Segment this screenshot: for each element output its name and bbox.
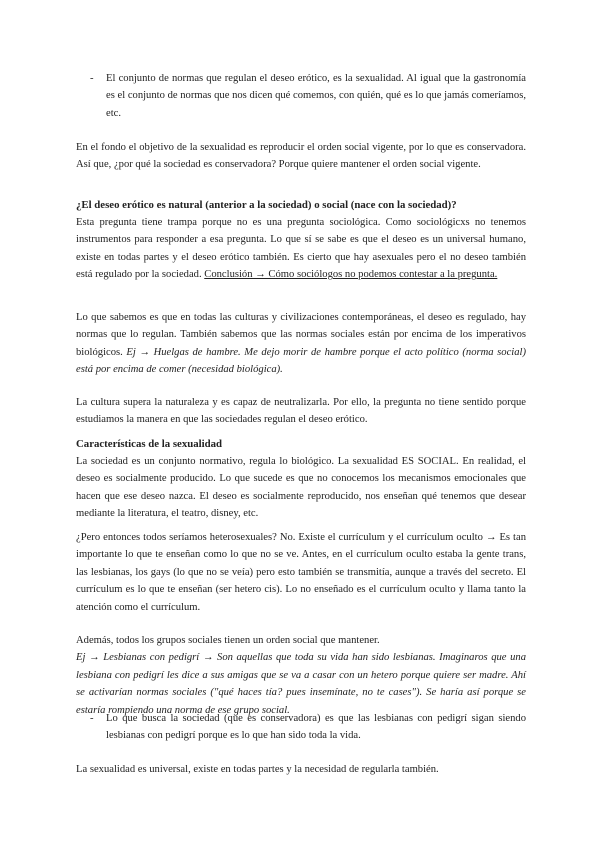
paragraph: La sexualidad es universal, existe en todas partes y la necesidad de regularla también. (76, 764, 439, 775)
paragraph-text: Además, todos los grupos sociales tienen un orden social que mantener. (76, 635, 380, 646)
conclusion-text: Conclusión → Cómo sociólogos no podemos contestar a la pregunta. (204, 269, 498, 281)
list-item-text: Lo que busca la sociedad (que es conservadora) es que las lesbianas con pedigrí sigan siendo lesbianas con pedigrí porque es lo que han sido toda la vida. (106, 713, 526, 742)
list-bullet: - (90, 73, 94, 84)
section-heading: Características de la sexualidad (76, 438, 223, 450)
paragraph: ¿Pero entonces todos seríamos heterosexuales? No. Existe el currículum y el currículum oculto → Es tan importante lo que te enseñan como lo que no se ve. Antes, en el currículum oculto estaba la gente trans, las lesbianas, los gays (lo que no se veía) pero esto también se transmitía, aunque a través del secreto. El currículum es lo que te enseñan (ser hetero cis). Lo no enseñado es el currículum oculto y llama tanto la atención como el currículum. (76, 532, 526, 613)
paragraph: La sociedad es un conjunto normativo, regula lo biológico. La sexualidad ES SOCIAL. En realidad, el deseo es socialmente producido. Lo que sucede es que no conocemos los mecanismos emocionales que hacen que ese deseo nazca. El deseo es socialmente reproducido, nos enseñan qué tenemos que desear mediante la literatura, el teatro, disney, etc. (76, 456, 526, 520)
paragraph (76, 309, 526, 379)
list-bullet: - (90, 713, 94, 724)
list-item-text: El conjunto de normas que regulan el deseo erótico, es la sexualidad. Al igual que la gastronomía es el conjunto de normas que nos dicen qué comemos, con quién, qué es lo que jamás comeríamos, etc. (106, 73, 526, 119)
paragraph: En el fondo el objetivo de la sexualidad es reproducir el orden social vigente, por lo que es conservadora. Así que, ¿por qué la sociedad es conservadora? Porque quiere mantener el orden social vigente. (76, 142, 526, 171)
paragraph-text: Lo que sabemos es que en todas las culturas y civilizaciones contemporáneas, el deseo es regulado, hay normas que lo regulan. También sabemos que las normas sociales están por encima de los imperativos biológicos. (76, 312, 526, 358)
paragraph (76, 214, 526, 284)
list-item (90, 70, 526, 122)
paragraph-text: Esta pregunta tiene trampa porque no es una pregunta sociológica. Como sociológicxs no tenemos instrumentos para responder a esa pregunta. Lo que sí se sabe es que el deseo es un universal humano, existe en todas partes y el deseo erótico también. Es cierto que hay asexuales pero el no deseo también está regulado por la sociedad. (76, 217, 526, 281)
paragraph: La cultura supera la naturaleza y es capaz de neutralizarla. Por ello, la pregunta no tiene sentido porque estudiamos la manera en que las sociedades regulan el deseo erótico. (76, 397, 526, 426)
section-heading: ¿El deseo erótico es natural (anterior a la sociedad) o social (nace con la sociedad)? (76, 199, 457, 211)
list-item (90, 710, 526, 745)
example-text: Ej → Huelgas de hambre. Me dejo morir de hambre porque el acto político (norma social) está por encima de comer (necesidad biológica). (76, 346, 527, 376)
example-text: Ej → Lesbianas con pedigrí → Son aquellas que toda su vida han sido lesbianas. Imaginaros que una lesbiana con pedigrí les dice a sus amigas que se va a casar con un hetero porque quiere ser madre. Ahí se activarían normas sociales ("qué haces tía? pues insemínate, no te cases"). Se haría así porque se estaría rompiendo una norma de ese grupo social. (76, 652, 526, 716)
paragraph (76, 632, 526, 719)
